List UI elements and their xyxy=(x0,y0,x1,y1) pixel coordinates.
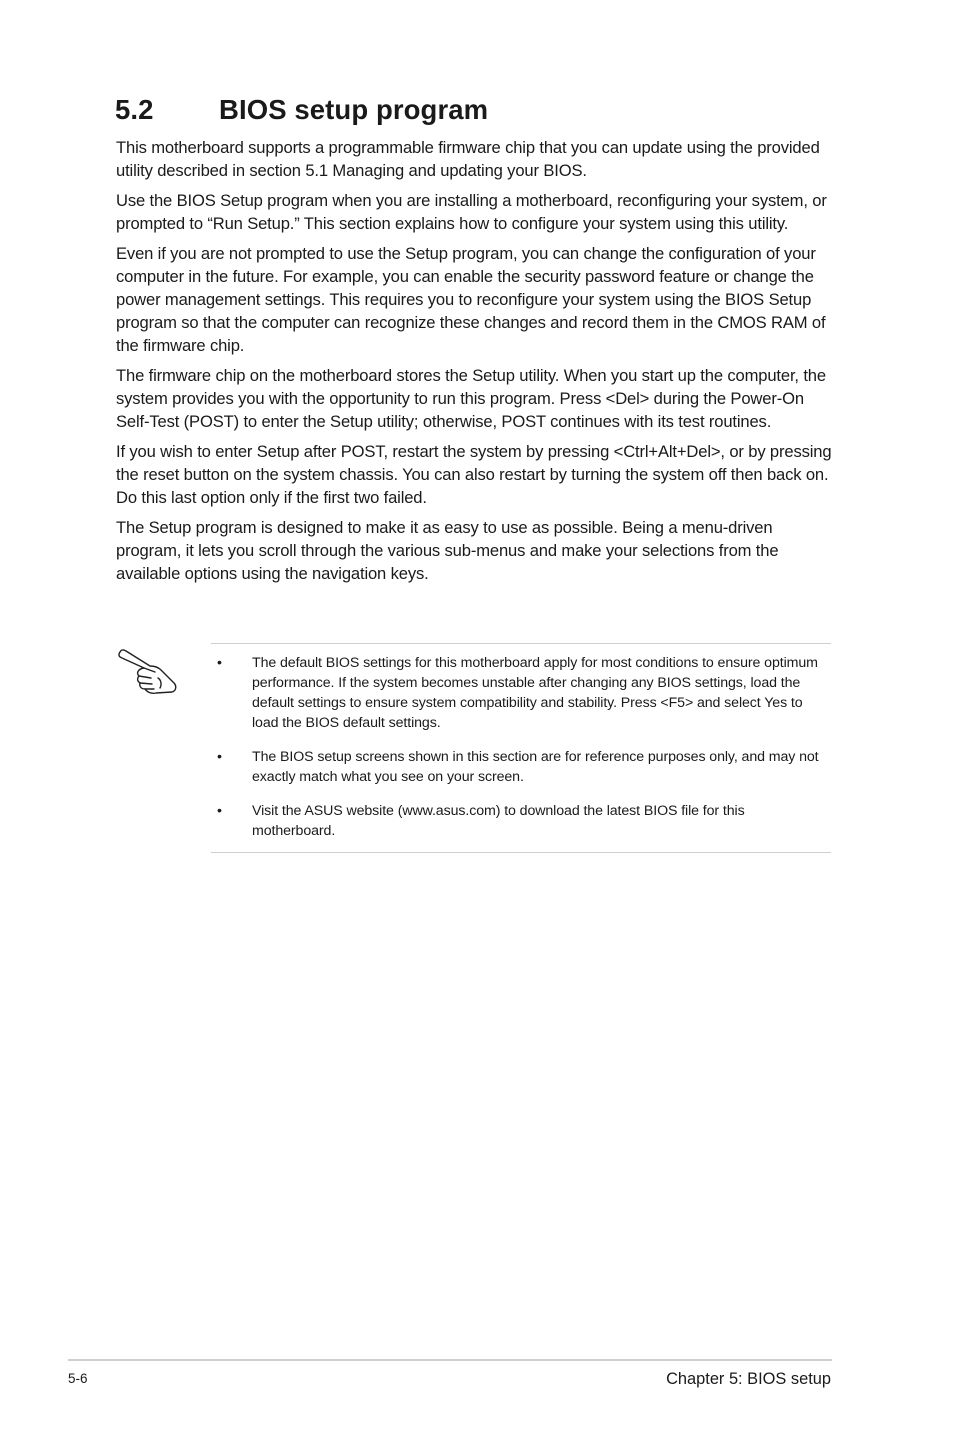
note-item xyxy=(211,653,831,733)
paragraph: Use the BIOS Setup program when you are installing a motherboard, reconfiguring your system, or prompted to “Run Setup.” This section explains how to configure your system using this utility. xyxy=(116,191,827,233)
paragraph: The firmware chip on the motherboard stores the Setup utility. When you start up the computer, the system provides you with the opportunity to run this program. Press <Del> during the Power-On Self-Test (POST) to enter the Setup utility; otherwise, POST continues with its test routines. xyxy=(116,366,826,431)
pointing-hand-icon xyxy=(114,648,180,696)
bullet: • xyxy=(217,655,222,671)
paragraph: This motherboard supports a programmable firmware chip that you can update using the provided utility described in section 5.1 Managing and updating your BIOS. xyxy=(116,138,820,180)
paragraph: The Setup program is designed to make it as easy to use as possible. Being a menu-driven program, it lets you scroll through the various sub-menus and make your selections from the available options using the navigation keys. xyxy=(116,518,779,583)
section-title: BIOS setup program xyxy=(219,94,489,125)
body-text xyxy=(116,136,832,592)
note-text: The BIOS setup screens shown in this section are for reference purposes only, and may not exactly match what you see on your screen. xyxy=(252,749,819,785)
page-number: 5-6 xyxy=(68,1371,88,1386)
note-item xyxy=(211,801,831,841)
note-text: The default BIOS settings for this motherboard apply for most conditions to ensure optimum performance. If the system becomes unstable after changing any BIOS settings, load the default settings to ensure system compatibility and stability. Press <F5> and select Yes to load the BIOS default settings. xyxy=(252,655,818,731)
bullet: • xyxy=(217,749,222,765)
paragraph: If you wish to enter Setup after POST, restart the system by pressing <Ctrl+Alt+Del>, or by pressing the reset button on the system chassis. You can also restart by turning the system off then back on. Do this last option only if the first two failed. xyxy=(116,442,832,507)
note-list xyxy=(211,653,831,855)
note-text: Visit the ASUS website (www.asus.com) to download the latest BIOS file for this motherboard. xyxy=(252,803,745,839)
chapter-label: Chapter 5: BIOS setup xyxy=(666,1370,831,1388)
bullet: • xyxy=(217,803,222,819)
section-number: 5.2 xyxy=(115,94,154,125)
note-item xyxy=(211,747,831,787)
note-box xyxy=(211,643,831,853)
footer-divider xyxy=(68,1359,832,1361)
paragraph: Even if you are not prompted to use the Setup program, you can change the configuration of your computer in the future. For example, you can enable the security password feature or change the power management settings. This requires you to reconfigure your system using the BIOS Setup program so that the computer can recognize these changes and record them in the CMOS RAM of the firmware chip. xyxy=(116,244,826,355)
section-heading xyxy=(115,92,488,128)
